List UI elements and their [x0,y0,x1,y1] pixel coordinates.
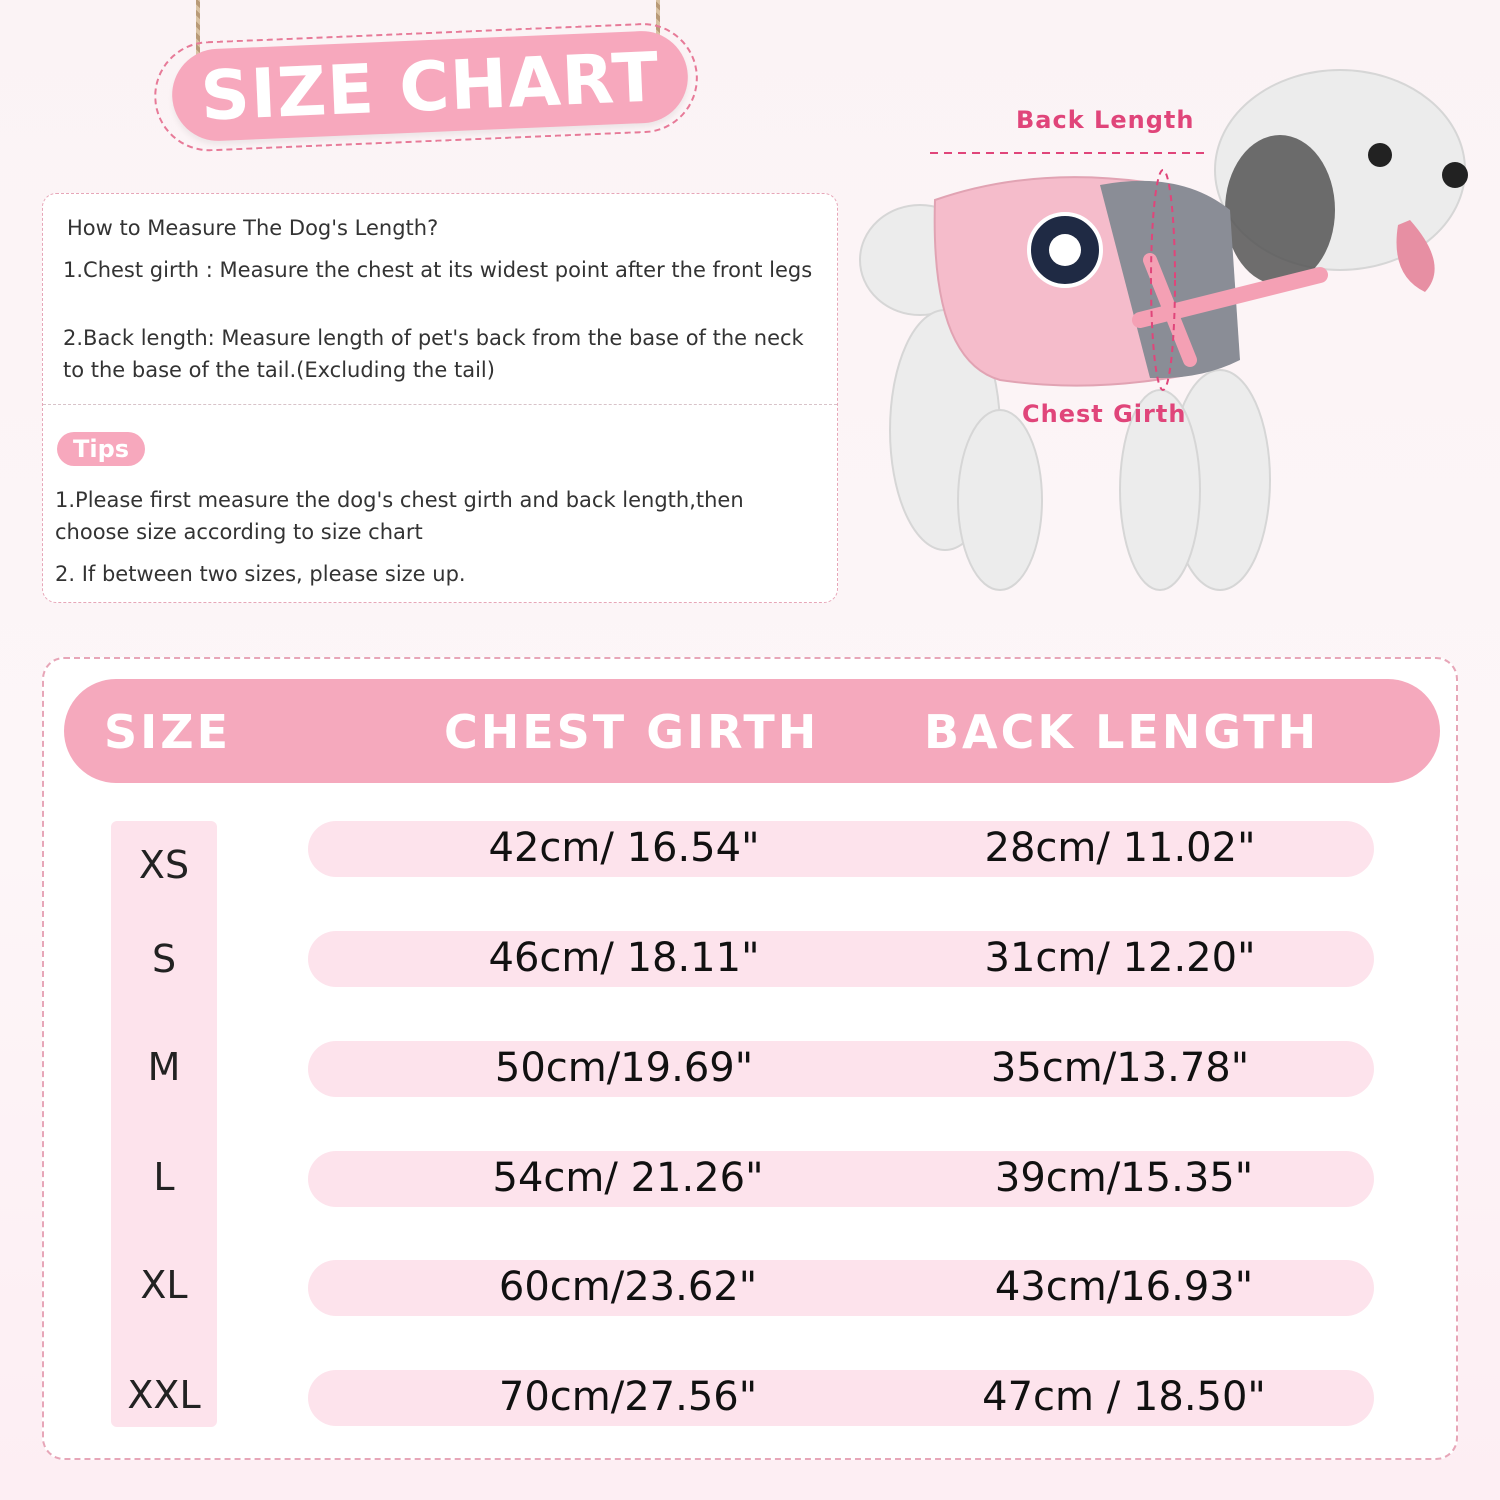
measure-chest-instruction: 1.Chest girth : Measure the chest at its widest point after the front legs [63,258,813,282]
measure-back-instruction: 2.Back length: Measure length of pet's back from the base of the neck to the base of the tail.(Excluding the tail) [63,326,804,382]
measure-instructions-card [42,193,838,603]
chest-value: 70cm/27.56" [498,1374,758,1420]
size-table [42,657,1458,1460]
tip-1: 1.Please first measure the dog's chest girth and back length,then choose size according to size chart [55,488,744,544]
measure-question: How to Measure The Dog's Length? [67,216,439,240]
back-value: 31cm/ 12.20" [984,935,1256,981]
dog-illustration [850,60,1490,620]
chest-value: 50cm/19.69" [494,1045,754,1091]
size-label-xs: XS [138,843,190,887]
size-column [111,821,217,1427]
header-size: SIZE [104,705,232,759]
back-length-label: Back Length [1016,106,1195,134]
card-divider [43,404,837,405]
back-value: 47cm / 18.50" [982,1374,1266,1420]
back-value: 39cm/15.35" [994,1155,1254,1201]
back-value: 35cm/13.78" [990,1045,1250,1091]
table-row [308,821,1374,877]
table-row [308,1041,1374,1097]
tip-2: 2. If between two sizes, please size up. [55,562,466,586]
page-title: SIZE CHART [199,38,661,137]
dog-measurement-diagram [850,60,1490,620]
chest-girth-label: Chest Girth [1022,400,1187,428]
size-chart-banner [170,29,689,143]
size-label-m: M [147,1045,181,1089]
chest-value: 46cm/ 18.11" [488,935,760,981]
table-row [308,931,1374,987]
chest-value: 42cm/ 16.54" [488,825,760,871]
table-row [308,1151,1374,1207]
chest-value: 60cm/23.62" [498,1264,758,1310]
table-header [64,679,1440,783]
table-row [308,1260,1374,1316]
header-back-length: BACK LENGTH [924,705,1320,759]
size-label-s: S [151,937,177,981]
back-value: 43cm/16.93" [994,1264,1254,1310]
chest-value: 54cm/ 21.26" [492,1155,764,1201]
size-label-xxl: XXL [127,1373,201,1417]
header-chest-girth: CHEST GIRTH [444,705,820,759]
size-label-xl: XL [140,1263,188,1307]
table-row [308,1370,1374,1426]
back-value: 28cm/ 11.02" [984,825,1256,871]
tips-badge: Tips [57,432,145,466]
size-label-l: L [153,1155,175,1199]
